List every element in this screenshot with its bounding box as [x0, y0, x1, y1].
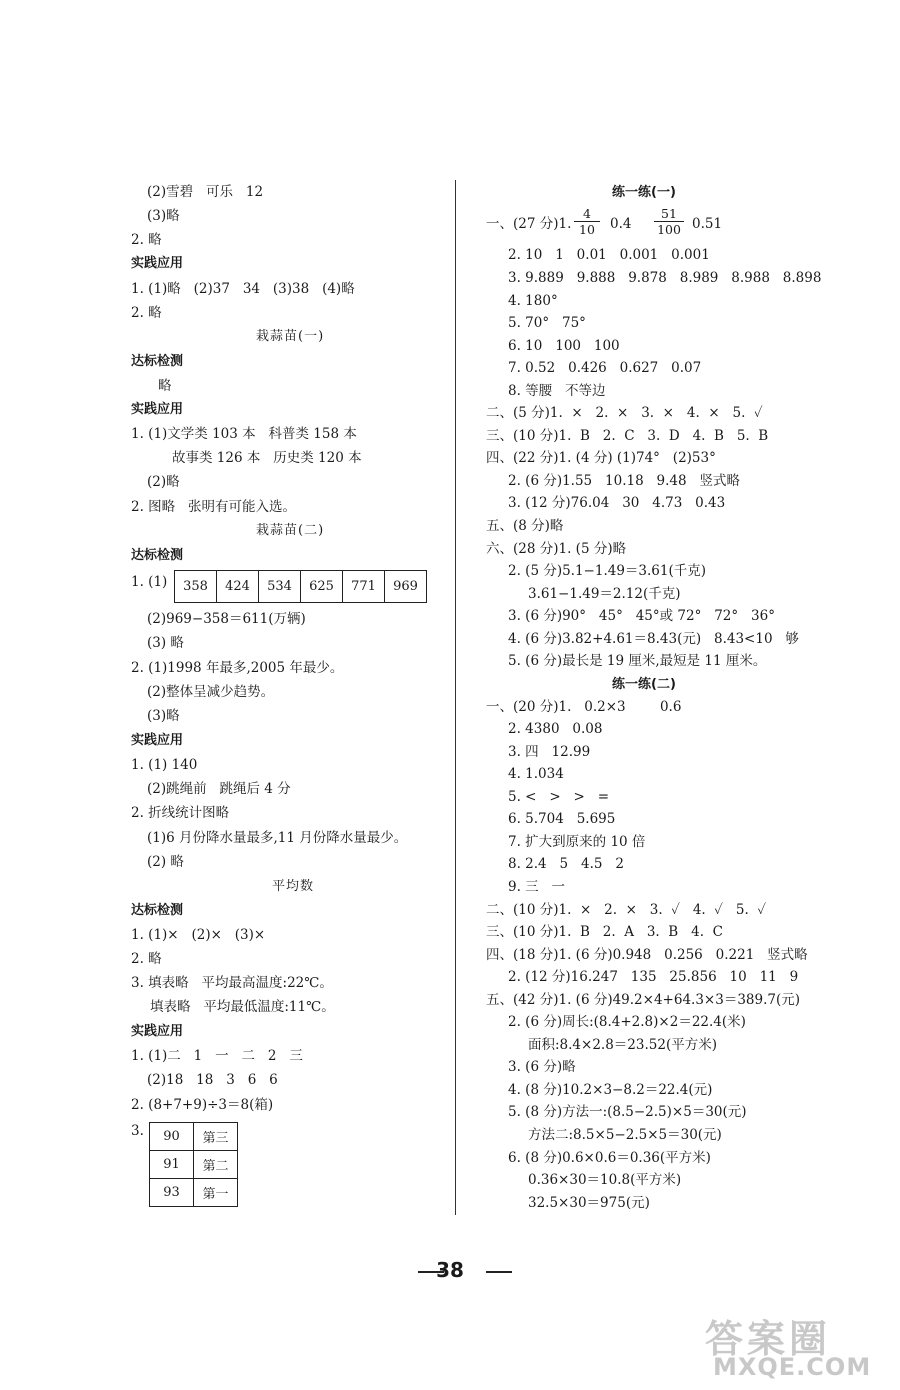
answer-line: (2)整体呈减少趋势。 — [147, 684, 275, 700]
answer-line: (3)略 — [147, 208, 180, 224]
table-cell: 625 — [301, 571, 343, 603]
answer-line: 五、(8 分)略 — [486, 518, 564, 534]
answer-line: 略 — [158, 378, 172, 394]
page-number: 38 — [436, 1258, 464, 1282]
answer-line: 三、(10 分)1. B 2. A 3. B 4. C — [486, 924, 723, 940]
answer-line: 9. 三 一 — [508, 879, 566, 895]
answer-line: 3.61−1.49＝2.12(千克) — [528, 586, 681, 602]
answer-line: (2)雪碧 可乐 12 — [147, 184, 264, 200]
answer-line: 1. (1) 140 — [131, 757, 198, 773]
table-cell: 424 — [217, 571, 259, 603]
answer-line: 4. 180° — [508, 293, 558, 309]
fraction — [574, 206, 600, 237]
answer-line: (2)略 — [147, 474, 180, 490]
answer-line: 2. (5 分)5.1−1.49＝3.61(千克) — [508, 563, 707, 579]
answer-line: 六、(28 分)1. (5 分)略 — [486, 541, 627, 557]
answer-line: 3. (12 分)76.04 30 4.73 0.43 — [508, 495, 726, 511]
answer-line: (2)跳绳前 跳绳后 4 分 — [147, 781, 291, 797]
answer-line: 1. (1)二 1 一 二 2 三 — [131, 1048, 303, 1064]
answer-line: 填表略 平均最低温度:11℃。 — [150, 999, 335, 1015]
data-table — [174, 570, 427, 603]
answer-line: 3. 四 12.99 — [508, 744, 591, 760]
answer-line: 3. (6 分)90° 45° 45°或 72° 72° 36° — [508, 608, 775, 624]
section-heading: 达标检测 — [131, 903, 184, 918]
section-heading: 实践应用 — [131, 733, 184, 748]
answer-line: 3. 9.889 9.888 9.878 8.989 8.988 8.898 — [508, 270, 822, 286]
answer-line: 0.51 — [692, 216, 723, 232]
answer-line: 7. 0.52 0.426 0.627 0.07 — [508, 360, 702, 376]
answer-line: 故事类 126 本 历史类 120 本 — [172, 450, 362, 466]
answer-line: 1. (1) — [131, 574, 168, 590]
lesson-title: 栽蒜苗(一) — [256, 329, 325, 344]
answer-line: 三、(10 分)1. B 2. C 3. D 4. B 5. B — [486, 428, 769, 444]
fraction-denominator: 10 — [579, 222, 595, 237]
answer-line: 3. — [131, 1123, 144, 1139]
section-heading: 实践应用 — [131, 256, 184, 271]
answer-line: 6. 10 100 100 — [508, 338, 620, 354]
rank-table — [149, 1122, 238, 1207]
answer-line: 0.36×30＝10.8(平方米) — [528, 1172, 682, 1188]
fraction-numerator: 4 — [574, 206, 600, 222]
answer-line: 2. 略 — [131, 305, 162, 321]
answer-line: (1)6 月份降水量最多,11 月份降水量最少。 — [147, 830, 408, 846]
answer-line: 2. (8+7+9)÷3＝8(箱) — [131, 1097, 274, 1113]
page-number-dash — [486, 1271, 512, 1273]
answer-line: 2. 折线统计图略 — [131, 805, 230, 821]
table-cell: 第一 — [194, 1179, 238, 1207]
answer-line: 3. (6 分)略 — [508, 1059, 576, 1075]
fraction-denominator: 100 — [657, 222, 681, 237]
answer-line: 五、(42 分)1. (6 分)49.2×4+64.3×3＝389.7(元) — [486, 992, 801, 1008]
table-cell: 358 — [175, 571, 217, 603]
lesson-title: 栽蒜苗(二) — [256, 523, 325, 538]
lesson-title: 练一练(一) — [612, 185, 676, 200]
table-cell: 90 — [150, 1123, 194, 1151]
answer-line: 2. 4380 0.08 — [508, 721, 603, 737]
watermark-logo: 答案圈 — [705, 1317, 832, 1361]
answer-line: 4. (8 分)10.2×3−8.2＝22.4(元) — [508, 1082, 713, 1098]
answer-line: (2)18 18 3 6 6 — [147, 1072, 278, 1088]
answer-line: 5. (8 分)方法一:(8.5−2.5)×5＝30(元) — [508, 1104, 747, 1120]
section-heading: 达标检测 — [131, 548, 184, 563]
answer-line: 7. 扩大到原来的 10 倍 — [508, 834, 646, 850]
column-divider — [455, 180, 456, 1215]
table-cell: 第二 — [194, 1151, 238, 1179]
answer-line: 4. (6 分)3.82+4.61＝8.43(元) 8.43<10 够 — [508, 631, 799, 647]
answer-line: 4. 1.034 — [508, 766, 564, 782]
answer-line: 5. 70° 75° — [508, 315, 586, 331]
table-cell: 969 — [385, 571, 427, 603]
watermark — [705, 1308, 872, 1381]
section-heading: 达标检测 — [131, 354, 184, 369]
table-cell: 第三 — [194, 1123, 238, 1151]
answer-line: 5. (6 分)最长是 19 厘米,最短是 11 厘米。 — [508, 653, 767, 669]
table-cell: 771 — [343, 571, 385, 603]
table-cell: 534 — [259, 571, 301, 603]
fraction-numerator: 51 — [654, 206, 684, 222]
answer-line: 二、(10 分)1. × 2. × 3. ✓ 4. ✓ 5. ✓ — [486, 902, 767, 918]
answer-line: 1. (1)略 (2)37 34 (3)38 (4)略 — [131, 281, 355, 297]
answer-line: 一、(27 分)1. — [486, 216, 572, 232]
fraction — [654, 206, 684, 237]
answer-line: 方法二:8.5×5−2.5×5＝30(元) — [528, 1127, 722, 1143]
table-cell: 91 — [150, 1151, 194, 1179]
answer-line: 2. 图略 张明有可能入选。 — [131, 499, 297, 515]
section-heading: 实践应用 — [131, 1024, 184, 1039]
answer-line: (2) 略 — [147, 854, 184, 870]
lesson-title: 练一练(二) — [612, 677, 676, 692]
watermark-url: MXQE.COM — [713, 1353, 872, 1381]
answer-line: 1. (1)文学类 103 本 科普类 158 本 — [131, 426, 357, 442]
answer-line: 32.5×30＝975(元) — [528, 1195, 650, 1211]
answer-line: 2. (6 分)周长:(8.4+2.8)×2＝22.4(米) — [508, 1014, 746, 1030]
answer-line: 2. (1)1998 年最多,2005 年最少。 — [131, 660, 344, 676]
answer-line: 1. (1)× (2)× (3)× — [131, 927, 266, 943]
table-cell: 93 — [150, 1179, 194, 1207]
answer-line: 8. 2.4 5 4.5 2 — [508, 856, 624, 872]
answer-line: 6. (8 分)0.6×0.6＝0.36(平方米) — [508, 1150, 711, 1166]
answer-line: (2)969−358＝611(万辆) — [147, 611, 306, 627]
answer-line: 2. 略 — [131, 951, 162, 967]
section-heading: 实践应用 — [131, 402, 184, 417]
answer-line: 二、(5 分)1. × 2. × 3. × 4. × 5. ✓ — [486, 405, 763, 421]
answer-line: 一、(20 分)1. 0.2×3 0.6 — [486, 699, 682, 715]
answer-line: 2. (6 分)1.55 10.18 9.48 竖式略 — [508, 473, 740, 489]
answer-line: 四、(18 分)1. (6 分)0.948 0.256 0.221 竖式略 — [486, 947, 808, 963]
answer-line: 3. 填表略 平均最高温度:22℃。 — [131, 975, 333, 991]
answer-line: 2. 10 1 0.01 0.001 0.001 — [508, 247, 710, 263]
answer-line: (3)略 — [147, 708, 180, 724]
answer-line: 2. (12 分)16.247 135 25.856 10 11 9 — [508, 969, 799, 985]
lesson-title: 平均数 — [272, 879, 315, 894]
answer-line: 面积:8.4×2.8＝23.52(平方米) — [528, 1037, 717, 1053]
answer-line: 2. 略 — [131, 232, 162, 248]
answer-line: 8. 等腰 不等边 — [508, 383, 606, 399]
answer-line: (3) 略 — [147, 635, 184, 651]
answer-line: 6. 5.704 5.695 — [508, 811, 616, 827]
answer-line: 0.4 — [610, 216, 632, 232]
answer-line: 四、(22 分)1. (4 分) (1)74° (2)53° — [486, 450, 716, 466]
answer-line: 5. < > > = — [508, 789, 610, 805]
